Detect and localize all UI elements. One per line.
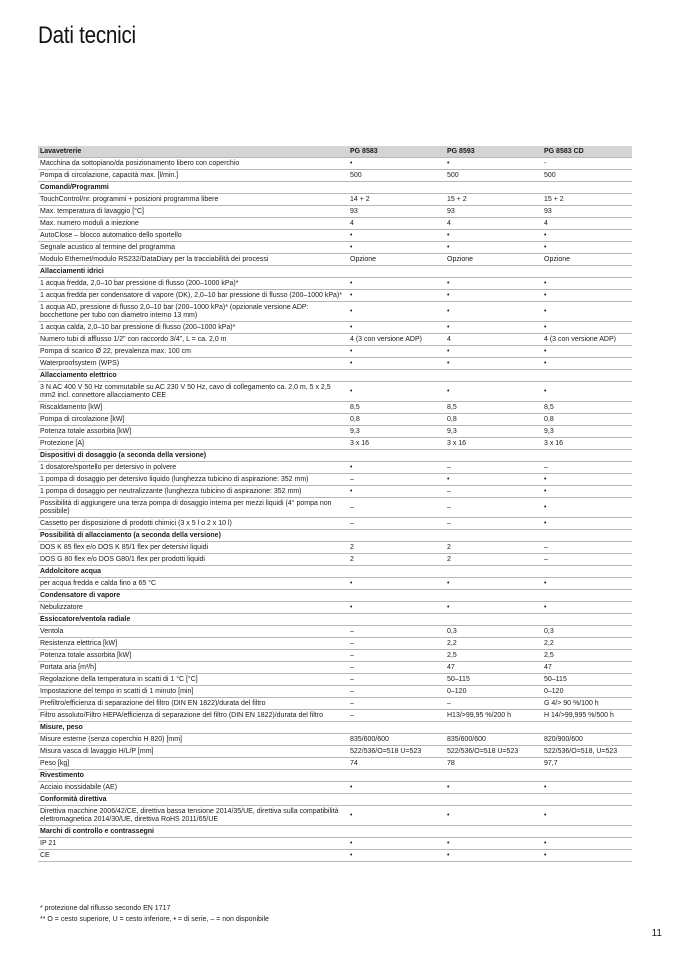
section-header-row [38, 770, 632, 782]
row-label: Protezione [A] [38, 438, 348, 450]
header-model-pg-8583: PG 8583 [348, 146, 445, 158]
row-value: • [542, 278, 632, 290]
table-row [38, 302, 632, 322]
row-value: 8,5 [542, 402, 632, 414]
row-label: 1 pompa di dosaggio per neutralizzante (lunghezza tubicino di aspirazione: 352 mm) [38, 486, 348, 498]
row-value: • [445, 358, 542, 370]
row-value: 0,8 [348, 414, 445, 426]
row-label: Nebulizzatore [38, 602, 348, 614]
section-header-row [38, 614, 632, 626]
row-value: 2,2 [542, 638, 632, 650]
row-value: 0–120 [445, 686, 542, 698]
table-row [38, 662, 632, 674]
row-value: 500 [445, 170, 542, 182]
row-value: Opzione [542, 254, 632, 266]
row-value: • [348, 346, 445, 358]
row-label: 1 acqua calda, 2,0–10 bar pressione di flusso (200–1000 kPa)* [38, 322, 348, 334]
table-row [38, 486, 632, 498]
section-header-row [38, 590, 632, 602]
row-label: Pompa di circolazione [kW] [38, 414, 348, 426]
row-value: 8,5 [348, 402, 445, 414]
page-number: 11 [651, 928, 662, 939]
row-value: 4 (3 con versione ADP) [348, 334, 445, 346]
table-row [38, 498, 632, 518]
table-row [38, 674, 632, 686]
table-row [38, 194, 632, 206]
row-value: • [445, 382, 542, 402]
row-value: • [348, 578, 445, 590]
table-row [38, 414, 632, 426]
row-value: 50–115 [542, 674, 632, 686]
row-value: • [542, 578, 632, 590]
table-row [38, 346, 632, 358]
row-value: • [542, 498, 632, 518]
row-label: Portata aria [m³/h] [38, 662, 348, 674]
row-value: 47 [445, 662, 542, 674]
table-header-row [38, 146, 632, 158]
table-row [38, 638, 632, 650]
row-label: Riscaldamento [kW] [38, 402, 348, 414]
row-label: Modulo Ethernet/modulo RS232/DataDiary per la tracciabilità dei processi [38, 254, 348, 266]
row-value: • [542, 602, 632, 614]
table-row [38, 462, 632, 474]
section-title: Essiccatore/ventola radiale [38, 614, 632, 626]
row-value: 9,3 [542, 426, 632, 438]
row-label: 1 acqua fredda, 2,0–10 bar pressione di flusso (200–1000 kPa)* [38, 278, 348, 290]
row-value: • [445, 346, 542, 358]
row-value: – [445, 486, 542, 498]
row-value: 2 [348, 554, 445, 566]
row-label: Possibilità di aggiungere una terza pompa di dosaggio interna per mezzi liquidi (4° pompa non possibile) [38, 498, 348, 518]
row-value: Opzione [445, 254, 542, 266]
table-row [38, 382, 632, 402]
row-value: H 14/>99,995 %/500 h [542, 710, 632, 722]
section-title: Marchi di controllo e contrassegni [38, 826, 632, 838]
row-value: • [445, 158, 542, 170]
table-row [38, 554, 632, 566]
row-value: – [348, 674, 445, 686]
table-row [38, 698, 632, 710]
row-value: • [348, 358, 445, 370]
row-value: 522/536/O=518 U=523 [445, 746, 542, 758]
row-value: 3 x 16 [348, 438, 445, 450]
row-value: • [445, 782, 542, 794]
section-header-row [38, 182, 632, 194]
section-header-row [38, 794, 632, 806]
row-label: Resistenza elettrica [kW] [38, 638, 348, 650]
row-value: 9,3 [445, 426, 542, 438]
row-value: – [348, 662, 445, 674]
row-value: 2,5 [445, 650, 542, 662]
row-label: CE [38, 850, 348, 862]
section-header-row [38, 722, 632, 734]
row-value: • [348, 782, 445, 794]
row-label: Potenza totale assorbita [kW] [38, 426, 348, 438]
row-label: Acciaio inossidabile (AE) [38, 782, 348, 794]
row-value: 2,2 [445, 638, 542, 650]
table-row [38, 474, 632, 486]
section-header-row [38, 566, 632, 578]
row-value: 93 [445, 206, 542, 218]
table-row [38, 626, 632, 638]
row-value: 15 + 2 [542, 194, 632, 206]
row-label: Pompa di scarico Ø 22, prevalenza max. 100 cm [38, 346, 348, 358]
row-label: Potenza totale assorbita [kW] [38, 650, 348, 662]
row-label: Max. numero moduli a iniezione [38, 218, 348, 230]
row-label: Segnale acustico al termine del programma [38, 242, 348, 254]
row-value: – [445, 498, 542, 518]
table-row [38, 850, 632, 862]
table-row [38, 206, 632, 218]
row-value: • [445, 578, 542, 590]
section-title: Possibilità di allacciamento (a seconda della versione) [38, 530, 632, 542]
footnotes [40, 903, 269, 925]
row-value: 93 [542, 206, 632, 218]
table-row [38, 578, 632, 590]
table-row [38, 290, 632, 302]
row-value: • [348, 462, 445, 474]
row-value: • [542, 322, 632, 334]
row-value: • [348, 382, 445, 402]
table-row [38, 806, 632, 826]
row-value: 835/600/600 [445, 734, 542, 746]
row-value: • [445, 242, 542, 254]
row-value: 47 [542, 662, 632, 674]
row-value: 4 [445, 334, 542, 346]
row-value: 8,5 [445, 402, 542, 414]
row-label: Filtro assoluto/Filtro HEPA/efficienza di separazione del filtro (DIN EN 1822)/durata del filtro [38, 710, 348, 722]
row-value: • [348, 322, 445, 334]
section-title: Allacciamenti idrici [38, 266, 632, 278]
table-row [38, 710, 632, 722]
row-value: • [445, 602, 542, 614]
row-label: Regolazione della temperatura in scatti di 1 °C [°C] [38, 674, 348, 686]
row-value: – [542, 462, 632, 474]
row-value: – [445, 518, 542, 530]
row-value: • [348, 302, 445, 322]
row-label: Pompa di circolazione, capacità max. [l/min.] [38, 170, 348, 182]
section-header-row [38, 266, 632, 278]
section-header-row [38, 530, 632, 542]
row-value: 3 x 16 [542, 438, 632, 450]
row-value: 3 x 16 [445, 438, 542, 450]
section-title: Misure, peso [38, 722, 632, 734]
row-value: 97,7 [542, 758, 632, 770]
row-value: 4 [542, 218, 632, 230]
row-value: 4 [348, 218, 445, 230]
section-header-row [38, 826, 632, 838]
row-label: Direttiva macchine 2006/42/CE, direttiva bassa tensione 2014/35/UE, direttiva sulla compatibilità elettromagnetica 2014/30/UE, direttiva RoHS 2011/65/UE [38, 806, 348, 826]
row-value: • [445, 230, 542, 242]
table-row [38, 242, 632, 254]
row-value: 2 [445, 542, 542, 554]
section-header-row [38, 450, 632, 462]
row-value: • [445, 278, 542, 290]
row-value: • [542, 358, 632, 370]
row-label: 1 acqua fredda per condensatore di vapore (DK), 2,0–10 bar pressione di flusso (200–1000 kPa)* [38, 290, 348, 302]
row-value: • [542, 838, 632, 850]
row-value: 9,3 [348, 426, 445, 438]
table-row [38, 782, 632, 794]
row-label: Prefiltro/efficienza di separazione del filtro (DIN EN 1822)/durata del filtro [38, 698, 348, 710]
row-value: • [542, 806, 632, 826]
table-row [38, 358, 632, 370]
row-value: – [348, 518, 445, 530]
row-label: Impostazione del tempo in scatti di 1 minuto [min] [38, 686, 348, 698]
table-row [38, 158, 632, 170]
table-row [38, 686, 632, 698]
row-value: • [348, 278, 445, 290]
row-value: 50–115 [445, 674, 542, 686]
row-label: IP 21 [38, 838, 348, 850]
row-value: • [542, 518, 632, 530]
table-row [38, 218, 632, 230]
table-row [38, 426, 632, 438]
row-label: Cassetto per disposizione di prodotti chimici (3 x 5 l o 2 x 10 l) [38, 518, 348, 530]
row-value: 2 [348, 542, 445, 554]
technical-data-table [38, 146, 632, 862]
row-value: – [542, 554, 632, 566]
row-value: 0–120 [542, 686, 632, 698]
row-value: • [542, 850, 632, 862]
row-value: 0,8 [542, 414, 632, 426]
row-value: 14 + 2 [348, 194, 445, 206]
row-value: • [542, 486, 632, 498]
row-value: – [445, 698, 542, 710]
row-value: • [348, 230, 445, 242]
row-value: 500 [348, 170, 445, 182]
table-row [38, 602, 632, 614]
row-value: 0,3 [445, 626, 542, 638]
footnote-legend: ** O = cesto superiore, U = cesto inferiore, • = di serie, – = non disponibile [40, 916, 269, 923]
row-label: Macchina da sottopiano/da posizionamento libero con coperchio [38, 158, 348, 170]
row-value: 78 [445, 758, 542, 770]
row-value: • [348, 602, 445, 614]
row-value: • [348, 486, 445, 498]
section-title: Addolcitore acqua [38, 566, 632, 578]
page-title: Dati tecnici [38, 22, 136, 49]
row-value: - [542, 158, 632, 170]
row-label: 1 dosatore/sportello per detersivo in polvere [38, 462, 348, 474]
row-label: Peso [kg] [38, 758, 348, 770]
row-value: • [445, 850, 542, 862]
header-model-pg-8593: PG 8593 [445, 146, 542, 158]
row-label: per acqua fredda e calda fino a 65 °C [38, 578, 348, 590]
row-value: 15 + 2 [445, 194, 542, 206]
row-value: – [348, 474, 445, 486]
row-value: G 4/> 90 %/100 h [542, 698, 632, 710]
row-label: Numero tubi di afflusso 1/2" con raccordo 3/4", L = ca. 2,0 m [38, 334, 348, 346]
row-value: 500 [542, 170, 632, 182]
row-value: • [542, 302, 632, 322]
section-title: Comandi/Programmi [38, 182, 632, 194]
row-value: – [348, 626, 445, 638]
row-value: • [348, 806, 445, 826]
technical-data-body [38, 146, 632, 862]
row-label: AutoClose – blocco automatico dello sportello [38, 230, 348, 242]
row-value: – [348, 686, 445, 698]
row-value: • [348, 838, 445, 850]
row-value: • [445, 302, 542, 322]
row-value: 93 [348, 206, 445, 218]
row-label: Max. temperatura di lavaggio [°C] [38, 206, 348, 218]
table-row [38, 746, 632, 758]
row-value: Opzione [348, 254, 445, 266]
row-label: 1 pompa di dosaggio per detersivo liquido (lunghezza tubicino di aspirazione: 352 mm) [38, 474, 348, 486]
row-value: • [445, 290, 542, 302]
row-value: – [348, 698, 445, 710]
row-value: H13/>99,95 %/200 h [445, 710, 542, 722]
row-value: • [445, 838, 542, 850]
header-label: Lavavetrerie [38, 146, 348, 158]
row-value: 522/536/O=518 U=523 [348, 746, 445, 758]
table-row [38, 734, 632, 746]
table-row [38, 230, 632, 242]
row-value: – [348, 498, 445, 518]
section-title: Conformità direttiva [38, 794, 632, 806]
table-row [38, 278, 632, 290]
row-label: DOS K 85 flex e/o DOS K 85/1 flex per detersivi liquidi [38, 542, 348, 554]
row-value: • [542, 782, 632, 794]
row-value: – [445, 462, 542, 474]
row-value: • [445, 474, 542, 486]
row-value: 0,3 [542, 626, 632, 638]
section-title: Rivestimento [38, 770, 632, 782]
row-label: DOS G 80 flex e/o DOS G80/1 flex per prodotti liquidi [38, 554, 348, 566]
table-row [38, 542, 632, 554]
row-value: • [542, 290, 632, 302]
row-value: 0,8 [445, 414, 542, 426]
table-row [38, 438, 632, 450]
section-title: Allacciamento elettrico [38, 370, 632, 382]
row-label: Misura vasca di lavaggio H/L/P [mm] [38, 746, 348, 758]
row-value: • [445, 806, 542, 826]
row-label: Waterproofsystem (WPS) [38, 358, 348, 370]
row-label: Misure esterne (senza coperchio H 820) [mm] [38, 734, 348, 746]
table-row [38, 518, 632, 530]
row-value: • [348, 290, 445, 302]
table-row [38, 322, 632, 334]
row-value: 4 (3 con versione ADP) [542, 334, 632, 346]
row-value: • [542, 230, 632, 242]
row-value: – [542, 542, 632, 554]
row-value: 74 [348, 758, 445, 770]
row-value: 4 [445, 218, 542, 230]
row-value: 820/900/600 [542, 734, 632, 746]
row-value: 2 [445, 554, 542, 566]
row-value: • [542, 474, 632, 486]
table-row [38, 402, 632, 414]
row-label: TouchControl/nr. programmi + posizioni programma libere [38, 194, 348, 206]
row-value: • [348, 242, 445, 254]
row-label: 3 N AC 400 V 50 Hz commutabile su AC 230 V 50 Hz, cavo di collegamento ca. 2,0 m, 5 x 2,5 mm2 incl. connettore allacciamento CEE [38, 382, 348, 402]
section-title: Condensatore di vapore [38, 590, 632, 602]
table-row [38, 838, 632, 850]
table-row [38, 170, 632, 182]
row-value: 835/600/600 [348, 734, 445, 746]
row-value: • [348, 158, 445, 170]
row-value: • [445, 322, 542, 334]
row-label: Ventola [38, 626, 348, 638]
header-model-pg-8583-cd: PG 8583 CD [542, 146, 632, 158]
row-value: – [348, 650, 445, 662]
table-row [38, 650, 632, 662]
row-value: 2,5 [542, 650, 632, 662]
table-row [38, 254, 632, 266]
row-value: • [348, 850, 445, 862]
row-value: – [348, 638, 445, 650]
row-value: – [348, 710, 445, 722]
section-header-row [38, 370, 632, 382]
section-title: Dispositivi di dosaggio (a seconda della versione) [38, 450, 632, 462]
footnote-backflow: * protezione dal riflusso secondo EN 1717 [40, 905, 171, 912]
row-value: 522/536/O=518, U=523 [542, 746, 632, 758]
row-label: 1 acqua AD, pressione di flusso 2,0–10 bar (200–1000 kPa)* (opzionale versione ADP: bocchettone per tubo con diametro interno 13 mm) [38, 302, 348, 322]
row-value: • [542, 382, 632, 402]
table-row [38, 334, 632, 346]
row-value: • [542, 346, 632, 358]
table-row [38, 758, 632, 770]
row-value: • [542, 242, 632, 254]
